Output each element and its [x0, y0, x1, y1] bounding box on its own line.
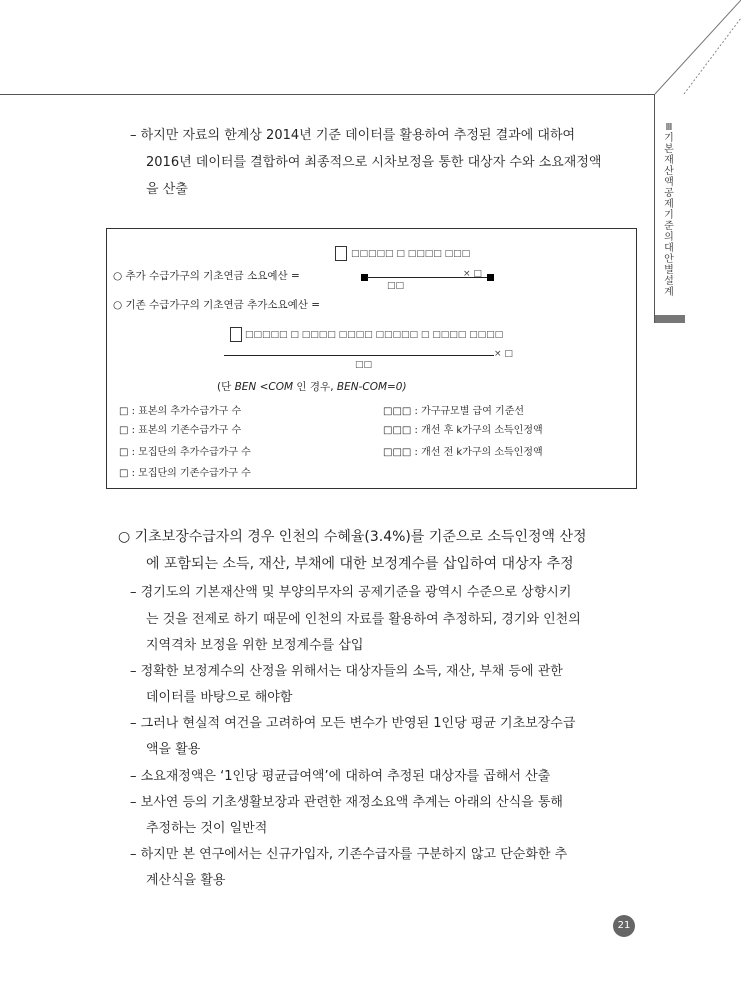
intro-line-3: 을 산출 — [146, 182, 188, 197]
legend-item-3: □ : 모집단의 추가수급가구 수 — [119, 447, 251, 458]
legend-right-1: □□□ : 가구규모별 급여 기준선 — [383, 406, 525, 417]
formula2-fraction-line — [224, 355, 494, 356]
formula2-denominator: □□ — [355, 360, 373, 370]
legend-item-1: □ : 표본의 추가수급가구 수 — [119, 406, 242, 417]
formula2-times: × □ — [494, 349, 513, 359]
item-line: 추정하는 것이 일반적 — [146, 821, 268, 836]
formula1-numerator: □□□□□ □ □□□□ □□□ — [351, 249, 471, 259]
intro-line-1: – 하지만 자료의 한계상 2014년 기준 데이터를 활용하여 추정된 결과에 대하여 — [130, 128, 576, 143]
header-rule — [0, 94, 655, 95]
item-line: – 소요재정액은 ‘1인당 평균급여액’에 대하여 추정된 대상자를 곱해서 산출 — [130, 769, 551, 784]
sum-symbol-2 — [230, 327, 242, 342]
sum-symbol — [335, 246, 347, 261]
condition-line — [217, 379, 407, 394]
item-line: 액을 활용 — [146, 742, 201, 757]
legend-right-2: □□□ : 개선 후 k가구의 소득인정액 — [383, 425, 543, 436]
condition-expr-1: BEN <COM — [234, 381, 294, 393]
item-line: – 보사연 등의 기초생활보장과 관련한 재정소요액 추계는 아래의 산식을 통해 — [130, 795, 563, 810]
page-number: 21 — [613, 915, 635, 937]
frac-mark-right — [487, 274, 494, 281]
chapter-label: Ⅲ 기본재산액 공제기준의 대안별 설계 — [664, 122, 674, 298]
condition-mid: 인 경우, — [296, 381, 334, 393]
item-line: – 하지만 본 연구에서는 신규가입자, 기존수급자를 구분하지 않고 단순화한 추 — [130, 847, 568, 862]
formula2-label: ○ 기존 수급가구의 기초연금 추가소요예산 = — [113, 299, 321, 311]
item-line: – 그러나 현실적 여건을 고려하여 모든 변수가 반영된 1인당 평균 기초보장수급 — [130, 716, 576, 731]
intro-line-2: 2016년 데이터를 결합하여 최종적으로 시차보정을 통한 대상자 수와 소요재정액 — [146, 155, 602, 170]
legend-right-3: □□□ : 개선 전 k가구의 소득인정액 — [383, 447, 543, 458]
chapter-tab-bar — [655, 315, 685, 323]
legend-item-2: □ : 표본의 기존수급가구 수 — [119, 425, 242, 436]
item-line: 계산식을 활용 — [146, 873, 226, 888]
main-bullet-line-2: 에 포함되는 소득, 재산, 부채에 대한 보정계수를 삽입하여 대상자 추정 — [146, 556, 574, 572]
item-line: 데이터를 바탕으로 해야함 — [146, 690, 293, 705]
condition-expr-2: BEN-COM=0) — [336, 381, 407, 393]
formula-box — [106, 228, 637, 489]
formula1-denominator: □□ — [387, 281, 405, 291]
item-line: – 경기도의 기본재산액 및 부양의무자의 공제기준을 광역시 수준으로 상향시키 — [130, 585, 572, 600]
formula1-times: × □ — [463, 269, 482, 279]
legend-item-4: □ : 모집단의 기존수급가구 수 — [119, 468, 251, 479]
item-line: – 정확한 보정계수의 산정을 위해서는 대상자들의 소득, 재산, 부채 등에 관한 — [130, 664, 563, 679]
item-line: 는 것을 전제로 하기 때문에 인천의 자료를 활용하여 추정하되, 경기와 인천의 — [146, 612, 581, 627]
item-line: 지역격차 보정을 위한 보정계수를 삽입 — [146, 638, 364, 653]
formula1-label: ○ 추가 수급가구의 기초연금 소요예산 = — [113, 270, 300, 282]
condition-prefix: (단 — [217, 381, 232, 393]
formula2-numerator: □□□□□ □ □□□□ □□□□ □□□□□ □ □□□□ □□□□ — [245, 330, 504, 340]
main-bullet-line-1: ○ 기초보장수급자의 경우 인천의 수혜율(3.4%)를 기준으로 소득인정액 산정 — [118, 529, 587, 545]
